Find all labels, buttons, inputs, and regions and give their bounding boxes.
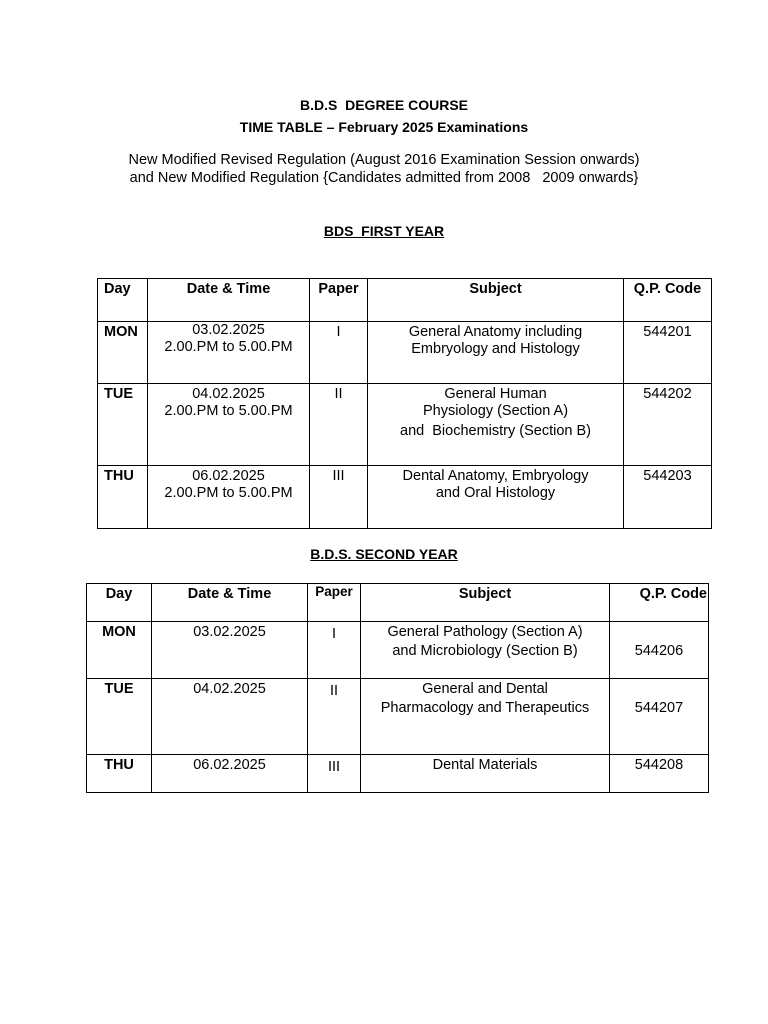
second-year-table (86, 583, 709, 793)
table-row (98, 322, 712, 384)
column-header-paper: Paper (308, 584, 361, 622)
subject-line: Embryology and Histology (411, 341, 580, 357)
subject-line: General Human (444, 386, 547, 402)
timetable-title: TIME TABLE – February 2025 Examinations (239, 119, 529, 135)
subject-cell (368, 384, 624, 466)
regulation-line-2: and New Modified Regulation {Candidates admitted from 2008 2009 onwards} (129, 170, 639, 186)
time-text: 2.00.PM to 5.00.PM (164, 403, 293, 419)
subject-cell (361, 755, 610, 793)
date-cell: 04.02.2025 (152, 679, 308, 755)
subject-line: General Anatomy including (408, 324, 583, 340)
qp-code-cell: 544203 (624, 466, 712, 529)
first-year-title: BDS FIRST YEAR (323, 223, 445, 239)
date-time-cell (148, 322, 310, 384)
time-text: 2.00.PM to 5.00.PM (164, 485, 293, 501)
table-row (98, 384, 712, 466)
column-header-subject: Subject (368, 279, 624, 322)
date-text: 06.02.2025 (192, 468, 265, 484)
subject-line: General Pathology (Section A) (387, 624, 583, 640)
second-year-title: B.D.S. SECOND YEAR (310, 546, 458, 562)
table-row (87, 679, 709, 755)
subject-line: Pharmacology and Therapeutics (380, 700, 590, 716)
subject-cell (368, 322, 624, 384)
paper-cell: I (308, 622, 361, 679)
date-cell: 06.02.2025 (152, 755, 308, 793)
qp-code-cell: 544207 (610, 679, 709, 755)
column-header-date-time: Date & Time (148, 279, 310, 322)
column-header-subject: Subject (361, 584, 610, 622)
subject-line: and Microbiology (Section B) (392, 643, 578, 659)
day-cell: TUE (98, 384, 148, 466)
subject-line: Dental Materials (432, 757, 538, 773)
paper-cell: III (310, 466, 368, 529)
day-cell: THU (98, 466, 148, 529)
table-header-row (87, 584, 709, 622)
qp-code-cell: 544202 (624, 384, 712, 466)
subject-line: Physiology (Section A) (422, 403, 569, 419)
paper-cell: I (310, 322, 368, 384)
time-text: 2.00.PM to 5.00.PM (164, 339, 293, 355)
day-cell: THU (87, 755, 152, 793)
paper-cell: II (308, 679, 361, 755)
date-time-cell (148, 384, 310, 466)
date-text: 04.02.2025 (192, 386, 265, 402)
table-header-row (98, 279, 712, 322)
column-header-day: Day (87, 584, 152, 622)
table-row (87, 622, 709, 679)
subject-line: and Oral Histology (435, 485, 556, 501)
course-title: B.D.S DEGREE COURSE (299, 97, 469, 113)
column-header-day: Day (98, 279, 148, 322)
qp-code-cell: 544208 (610, 755, 709, 793)
paper-cell: II (310, 384, 368, 466)
subject-cell (361, 679, 610, 755)
qp-code-cell: 544201 (624, 322, 712, 384)
date-time-cell (148, 466, 310, 529)
table-row (87, 755, 709, 793)
paper-cell: III (308, 755, 361, 793)
column-header-qp-code: Q.P. Code (610, 584, 709, 622)
subject-line: and Biochemistry (Section B) (400, 423, 591, 439)
day-cell: MON (87, 622, 152, 679)
subject-cell (361, 622, 610, 679)
day-cell: TUE (87, 679, 152, 755)
subject-line: General and Dental (422, 681, 548, 697)
date-text: 03.02.2025 (192, 322, 265, 338)
column-header-qp-code: Q.P. Code (624, 279, 712, 322)
subject-cell (368, 466, 624, 529)
qp-code-cell: 544206 (610, 622, 709, 679)
date-cell: 03.02.2025 (152, 622, 308, 679)
column-header-date-time: Date & Time (152, 584, 308, 622)
column-header-paper: Paper (310, 279, 368, 322)
first-year-table (97, 278, 712, 529)
regulation-line-1: New Modified Revised Regulation (August 2016 Examination Session onwards) (128, 152, 640, 168)
day-cell: MON (98, 322, 148, 384)
subject-line: Dental Anatomy, Embryology (402, 468, 589, 484)
table-row (98, 466, 712, 529)
